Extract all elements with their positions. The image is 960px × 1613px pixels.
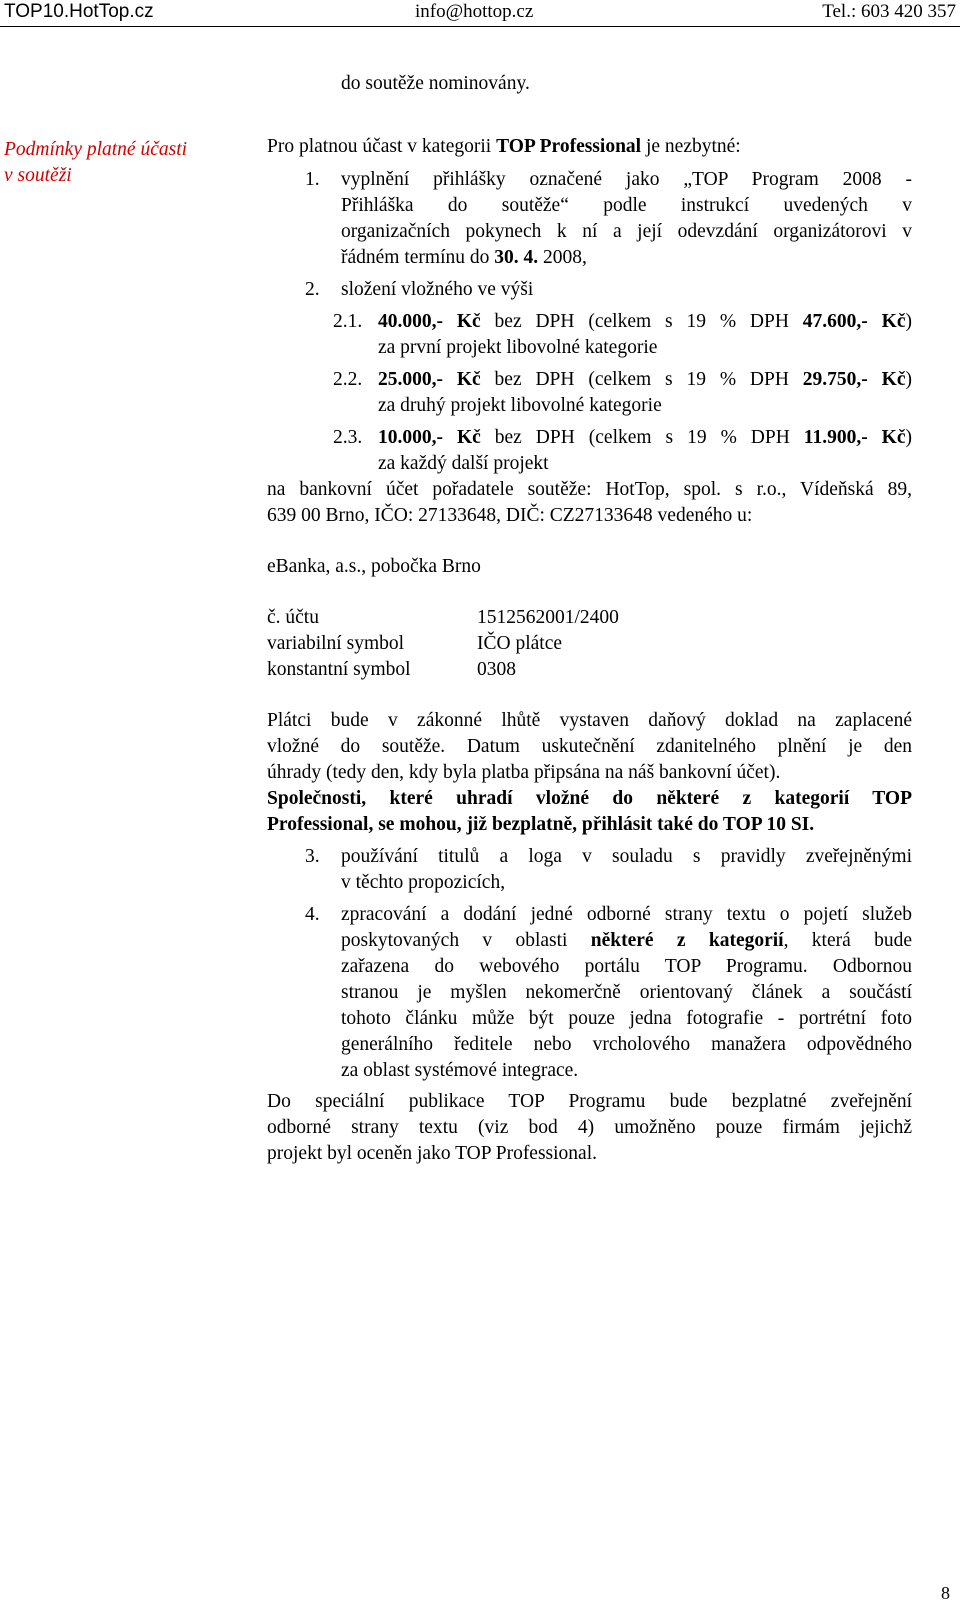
lead-category: TOP Professional	[496, 136, 642, 157]
item1-line2: Přihláška do soutěže“ podle instrukcí uvedených v	[341, 195, 912, 216]
account-line1: na bankovní účet pořadatele soutěže: HotTop, spol. s r.o., Vídeňská 89,	[267, 479, 912, 500]
sub22-amount: 25.000,- Kč	[378, 369, 481, 390]
item1-deadline-year: 2008,	[538, 247, 587, 268]
item4-line2-end: , která bude	[783, 930, 912, 951]
item4-line2	[341, 928, 912, 954]
item3-number: 3.	[305, 846, 320, 867]
item4-line1: zpracování a dodání jedné odborné strany textu o pojetí služeb	[341, 904, 912, 925]
item1-number: 1.	[305, 169, 320, 190]
sub22-total: 29.750,- Kč	[802, 369, 906, 390]
final-line3: projekt byl oceněn jako TOP Professional.	[267, 1143, 598, 1164]
constant-symbol-value: 0308	[477, 659, 516, 680]
item4-line6: generálního ředitele nebo vrcholového manažera odpovědného	[341, 1034, 912, 1055]
final-line2: odborné strany textu (viz bod 4) umožněno pouze firmám jejichž	[267, 1117, 912, 1138]
item4-line5: tohoto článku může být pouze jedna fotografie - portrétní foto	[341, 1008, 912, 1029]
sub21-close: )	[905, 311, 912, 332]
item1-line1: vyplnění přihlášky označené jako „TOP Program 2008 -	[341, 169, 912, 190]
bold-line1: Společnosti, které uhradí vložné do některé z kategorií TOP	[267, 788, 912, 809]
lead-text-end: je nezbytné:	[641, 136, 741, 157]
account-number-value: 1512562001/2400	[477, 607, 619, 628]
tax-line3: úhrady (tedy den, kdy byla platba připsána na náš bankovní účet).	[267, 762, 781, 783]
sub22-mid: bez DPH (celkem s 19 % DPH	[480, 369, 803, 390]
sub21-amount: 40.000,- Kč	[378, 311, 481, 332]
bold-line2: Professional, se mohou, již bezplatně, přihlásit také do TOP 10 SI.	[267, 814, 815, 835]
variable-symbol-label: variabilní symbol	[267, 633, 405, 654]
tax-line1: Plátci bude v zákonné lhůtě vystaven daňový doklad na zaplacené	[267, 710, 912, 731]
sub21-desc: za první projekt libovolné kategorie	[378, 337, 658, 358]
sidebar-heading-line1: Podmínky platné účasti	[4, 139, 188, 160]
bank-name: eBanka, a.s., pobočka Brno	[267, 556, 481, 577]
header-site: TOP10.HotTop.cz	[4, 1, 154, 22]
item3-line2: v těchto propozicích,	[341, 872, 506, 893]
item2-number: 2.	[305, 279, 320, 300]
item2-text: složení vložného ve výši	[341, 279, 534, 300]
sub22-desc: za druhý projekt libovolné kategorie	[378, 395, 662, 416]
sub22-line	[378, 367, 912, 393]
payment-row	[267, 605, 619, 631]
variable-symbol-value: IČO plátce	[477, 633, 563, 654]
item1-deadline-text: řádném termínu do	[341, 247, 495, 268]
account-line2: 639 00 Brno, IČO: 27133648, DIČ: CZ27133648 vedeného u:	[267, 505, 753, 526]
tax-line2: vložné do soutěže. Datum uskutečnění zdanitelného plnění je den	[267, 736, 912, 757]
item4-line2-bold: některé z kategorií	[590, 930, 784, 951]
sub22-close: )	[905, 369, 912, 390]
sub21-total: 47.600,- Kč	[802, 311, 906, 332]
item4-line2-start: poskytovaných v oblasti	[341, 930, 591, 951]
sub22-number: 2.2.	[333, 369, 363, 390]
header-email: info@hottop.cz	[415, 1, 534, 22]
item1-line4	[341, 245, 587, 271]
account-number-label: č. účtu	[267, 607, 319, 628]
lead-text: Pro platnou účast v kategorii	[267, 136, 497, 157]
final-line1: Do speciální publikace TOP Programu bude bezplatné zveřejnění	[267, 1091, 912, 1112]
item3-line1: používání titulů a loga v souladu s pravidly zveřejněnými	[341, 846, 912, 867]
item4-line7: za oblast systémové integrace.	[341, 1060, 579, 1081]
sub23-line	[378, 425, 912, 451]
sub23-close: )	[905, 427, 912, 448]
sub23-desc: za každý další projekt	[378, 453, 549, 474]
conditions-lead	[267, 134, 741, 160]
sub23-amount: 10.000,- Kč	[378, 427, 481, 448]
item4-line4: stranou je myšlen nekomerčně orientovaný článek a součástí	[341, 982, 912, 1003]
intro-tail: do soutěže nominovány.	[341, 73, 530, 94]
sub23-number: 2.3.	[333, 427, 363, 448]
sidebar-heading	[4, 137, 244, 189]
constant-symbol-label: konstantní symbol	[267, 659, 411, 680]
payment-row	[267, 657, 516, 683]
sub23-total: 11.900,- Kč	[803, 427, 906, 448]
header-phone: Tel.: 603 420 357	[822, 1, 956, 22]
sub21-number: 2.1.	[333, 311, 363, 332]
item1-deadline-date: 30. 4.	[494, 247, 539, 268]
item4-line3: zařazena do webového portálu TOP Programu. Odbornou	[341, 956, 912, 977]
item1-line3: organizačních pokynech k ní a její odevzdání organizátorovi v	[341, 221, 912, 242]
sub21-line	[378, 309, 912, 335]
item4-number: 4.	[305, 904, 320, 925]
page-header	[0, 0, 960, 27]
sub23-mid: bez DPH (celkem s 19 % DPH	[480, 427, 804, 448]
payment-row	[267, 631, 562, 657]
sub21-mid: bez DPH (celkem s 19 % DPH	[480, 311, 803, 332]
sidebar-heading-line2: v soutěži	[4, 165, 72, 186]
page-number: 8	[941, 1583, 950, 1603]
